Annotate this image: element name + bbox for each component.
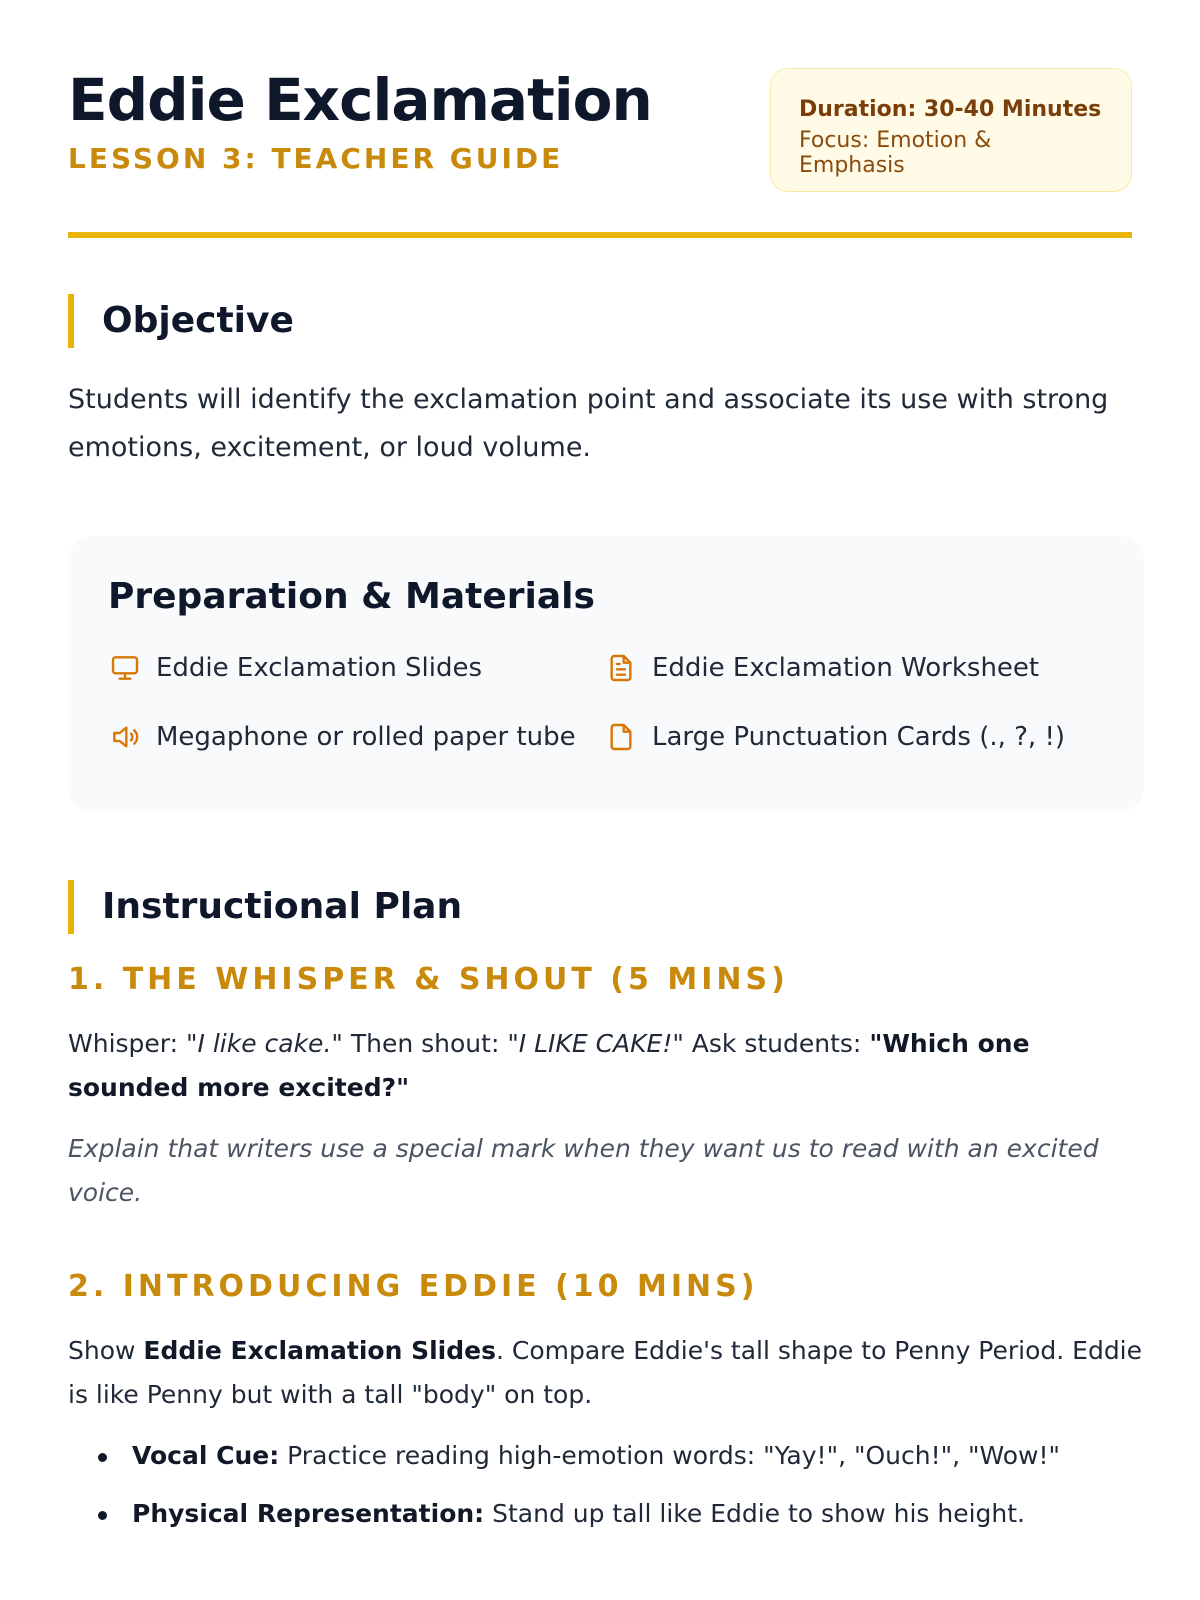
- material-label: Large Punctuation Cards (., ?, !): [652, 722, 1066, 752]
- question-prompt: "Which one sounded more excited?": [68, 1029, 1030, 1102]
- text-run: Whisper:: [68, 1029, 186, 1058]
- duration-label: Duration: 30-40 Minutes: [799, 97, 1102, 122]
- page-title: Eddie Exclamation: [68, 66, 652, 134]
- text-run: Then shout:: [342, 1029, 508, 1058]
- step-1-title: 1. THE WHISPER & SHOUT (5 MINS): [68, 962, 789, 997]
- objective-text: Students will identify the exclamation point and associate its use with strong emotions, excitement, or loud volume.: [68, 384, 1109, 463]
- bullet-label: Physical Representation:: [132, 1499, 485, 1528]
- material-label: Eddie Exclamation Slides: [156, 653, 483, 683]
- material-item: [108, 720, 576, 754]
- materials-card: [68, 536, 1144, 812]
- header-divider: [68, 232, 1132, 238]
- header: [68, 0, 1132, 240]
- materials-heading: Preparation & Materials: [108, 576, 595, 617]
- step-1-paragraph: [68, 1022, 1144, 1110]
- material-item: [604, 720, 1065, 754]
- slides-reference: Eddie Exclamation Slides: [143, 1336, 496, 1365]
- document-icon: [604, 651, 638, 685]
- material-item: [108, 651, 482, 685]
- quote-shout: "I LIKE CAKE!": [507, 1029, 684, 1058]
- step-2-title: 2. INTRODUCING EDDIE (10 MINS): [68, 1269, 759, 1304]
- text-run: . Compare Eddie's tall shape to Penny Period. Eddie is like Penny but with a tall "body" on top.: [68, 1336, 1143, 1409]
- instructional-plan-heading: Instructional Plan: [68, 880, 462, 934]
- list-item: [94, 1436, 1144, 1476]
- material-item: [604, 651, 1039, 685]
- bullet-text: Stand up tall like Eddie to show his height.: [484, 1499, 1026, 1528]
- material-label: Eddie Exclamation Worksheet: [652, 653, 1040, 683]
- step-2-bullets: [94, 1436, 1144, 1552]
- speaker-icon: [108, 720, 142, 754]
- bullet-label: Vocal Cue:: [132, 1441, 280, 1470]
- lesson-meta-box: [770, 68, 1132, 192]
- list-item: [94, 1494, 1144, 1534]
- step-2-paragraph: [68, 1329, 1144, 1417]
- monitor-icon: [108, 651, 142, 685]
- objective-heading: Objective: [68, 294, 294, 348]
- text-run: Ask students:: [683, 1029, 870, 1058]
- material-label: Megaphone or rolled paper tube: [156, 722, 576, 752]
- quote-whisper: "I like cake.": [186, 1029, 343, 1058]
- focus-label: Focus: Emotion & Emphasis: [799, 128, 992, 178]
- text-run: Show: [68, 1336, 144, 1365]
- bullet-text: Practice reading high-emotion words: "Yay!", "Ouch!", "Wow!": [279, 1441, 1061, 1470]
- file-icon: [604, 720, 638, 754]
- step-1-explanation: Explain that writers use a special mark when they want us to read with an excited voice.: [68, 1134, 1099, 1207]
- page-subtitle: LESSON 3: TEACHER GUIDE: [68, 142, 564, 175]
